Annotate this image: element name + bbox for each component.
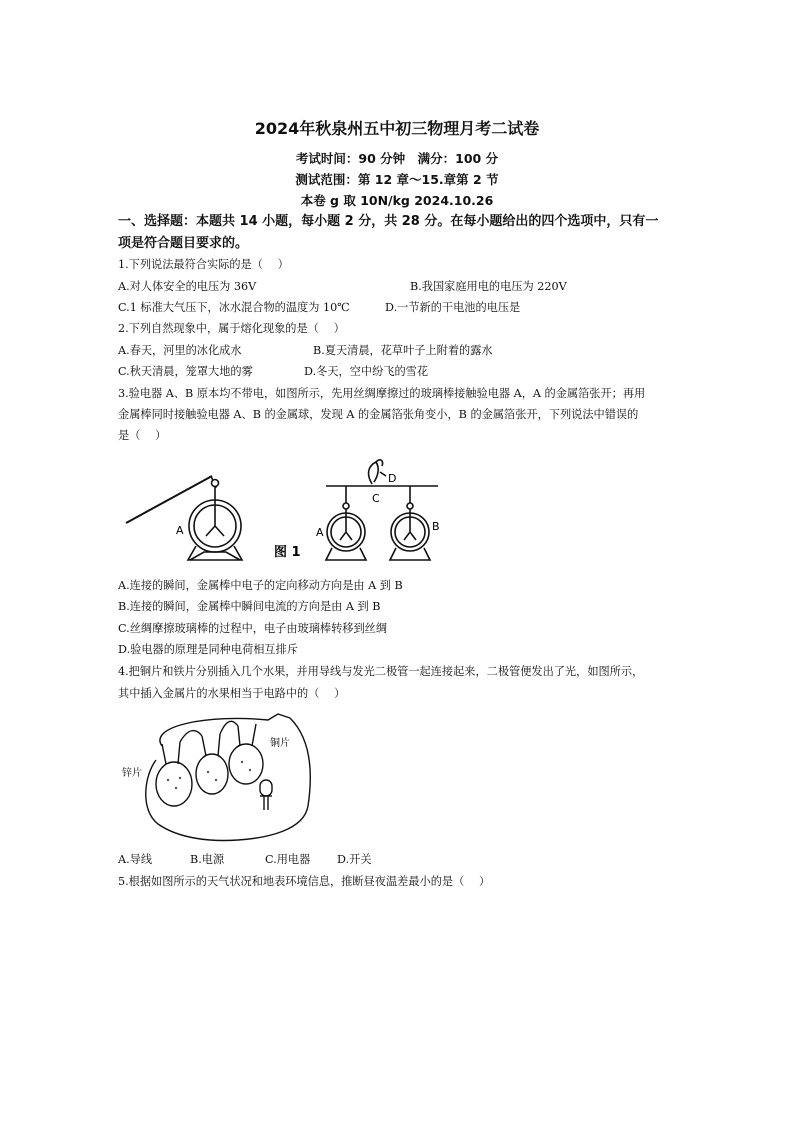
q4-option-d: D.开关 — [337, 853, 372, 866]
fig1-caption: 图 1 — [274, 545, 301, 560]
exam-title: 2024年秋泉州五中初三物理月考二试卷 — [254, 119, 540, 138]
q2-option-c: C.秋天清晨，笼罩大地的雾 — [118, 365, 253, 378]
section-heading-line1: 一、选择题：本题共 14 小题，每小题 2 分，共 28 分。在每小题给出的四个选项中，只有一 — [118, 214, 659, 229]
fig1-label-d: D — [388, 472, 397, 485]
q4-stem-line2: 其中插入金属片的水果相当于电路中的（ ） — [118, 687, 346, 700]
q2-option-a: A.春天，河里的冰化成水 — [118, 344, 242, 357]
q3-stem-line1: 3.验电器 A、B 原本均不带电，如图所示，先用丝绸摩擦过的玻璃棒接触验电器 A，A 的金属箔张开；再用 — [118, 387, 646, 400]
q3-option-a: A.连接的瞬间，金属棒中电子的定向移动方向是由 A 到 B — [118, 579, 403, 592]
fig1-label-a-left: A — [176, 524, 184, 537]
q3-stem-line2: 金属棒同时接触验电器 A、B 的金属球，发现 A 的金属箔张角变小，B 的金属箔张开，下列说法中错误的 — [118, 408, 639, 421]
fig1-label-a-middle: A — [316, 526, 324, 539]
q3-option-c: C.丝绸摩擦玻璃棒的过程中，电子由玻璃棒转移到丝绸 — [118, 622, 388, 635]
q4-stem-line1: 4.把铜片和铁片分别插入几个水果，并用导线与发光二极管一起连接起来，二极管便发出了光，如图所示， — [118, 665, 644, 678]
exam-time: 考试时间：90 分钟 满分：100 分 — [295, 151, 499, 166]
fig1-label-b: B — [432, 520, 440, 533]
q2-option-d: D.冬天，空中纷飞的雪花 — [304, 365, 429, 378]
q1-stem: 1.下列说法最符合实际的是（ ） — [118, 258, 289, 271]
fig4-label-copper: 铜片 — [270, 738, 290, 749]
q3-option-d: D.验电器的原理是同种电荷相互排斥 — [118, 643, 298, 656]
q1-option-d: D.一节新的干电池的电压是 — [385, 301, 521, 314]
exam-scope: 测试范围：第 12 章～15.章第 2 节 — [295, 172, 499, 187]
figure-fruit-battery — [118, 706, 318, 846]
g-note: 本卷 g 取 10N/kg 2024.10.26 — [300, 193, 494, 208]
fig1-label-c: C — [372, 492, 380, 505]
q1-option-b: B.我国家庭用电的电压为 220V — [410, 280, 567, 293]
fig4-label-zinc: 锌片 — [122, 768, 142, 779]
q1-option-a: A.对人体安全的电压为 36V — [118, 280, 257, 293]
q4-option-c: C.用电器 — [265, 853, 311, 866]
q5-stem: 5.根据如图所示的天气状况和地表环境信息，推断昼夜温差最小的是（ ） — [118, 875, 491, 888]
q1-option-c: C.1 标准大气压下，冰水混合物的温度为 10℃ — [118, 301, 350, 314]
q3-stem-line3: 是（ ） — [118, 429, 167, 442]
q4-option-b: B.电源 — [190, 853, 225, 866]
q3-option-b: B.连接的瞬间，金属棒中瞬间电流的方向是由 A 到 B — [118, 600, 381, 613]
section-heading-line2: 项是符合题目要求的。 — [118, 236, 249, 251]
q2-stem: 2.下列自然现象中，属于熔化现象的是（ ） — [118, 322, 345, 335]
figure-electroscopes — [118, 448, 458, 568]
q2-option-b: B.夏天清晨，花草叶子上附着的露水 — [313, 344, 493, 357]
q4-option-a: A.导线 — [118, 853, 153, 866]
